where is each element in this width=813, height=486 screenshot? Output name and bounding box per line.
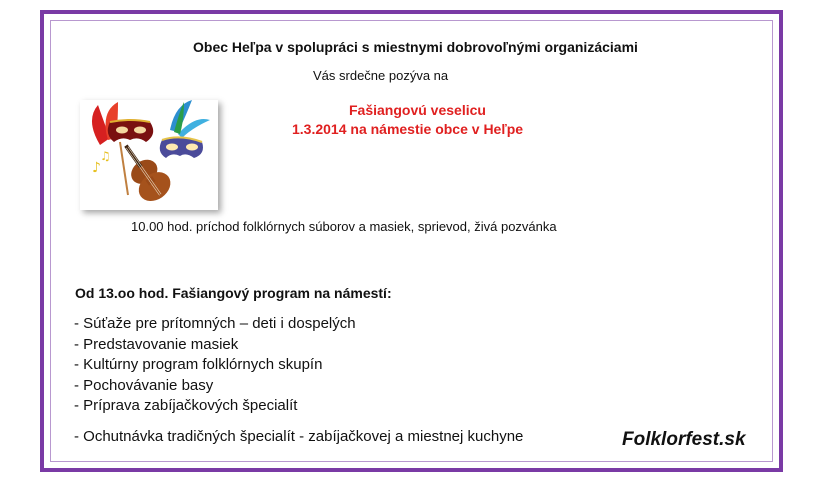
list-item-tasting: - Ochutnávka tradičných špecialít - zabíjačkovej a miestnej kuchyne [74, 428, 524, 445]
svg-text:♫: ♫ [100, 149, 111, 163]
program-list [74, 314, 356, 417]
arrival-info: 10.00 hod. príchod folklórnych súborov a masiek, sprievod, živá pozvánka [131, 219, 557, 234]
list-item: - Súťaže pre prítomných – deti i dospelých [74, 315, 356, 332]
invitation-line: Vás srdečne pozýva na [313, 68, 449, 83]
carnival-masks-violin-icon [80, 100, 218, 210]
list-item: - Kultúrny program folklórnych skupín [74, 356, 323, 373]
brand-watermark: Folklorfest.sk [622, 429, 746, 450]
list-item: - Príprava zabíjačkových špecialít [74, 397, 298, 414]
event-title: Fašiangovú veselicu [349, 102, 486, 118]
list-item: - Predstavovanie masiek [74, 335, 239, 353]
program-heading: Od 13.oo hod. Fašiangový program na námestí: [75, 285, 392, 301]
svg-text:♪: ♪ [92, 160, 101, 176]
event-date-place: 1.3.2014 na námestie obce v Heľpe [292, 121, 524, 137]
organizer-line: Obec Heľpa v spolupráci s miestnymi dobrovoľnými organizáciami [193, 39, 638, 55]
list-item: - Pochovávanie basy [74, 376, 214, 394]
